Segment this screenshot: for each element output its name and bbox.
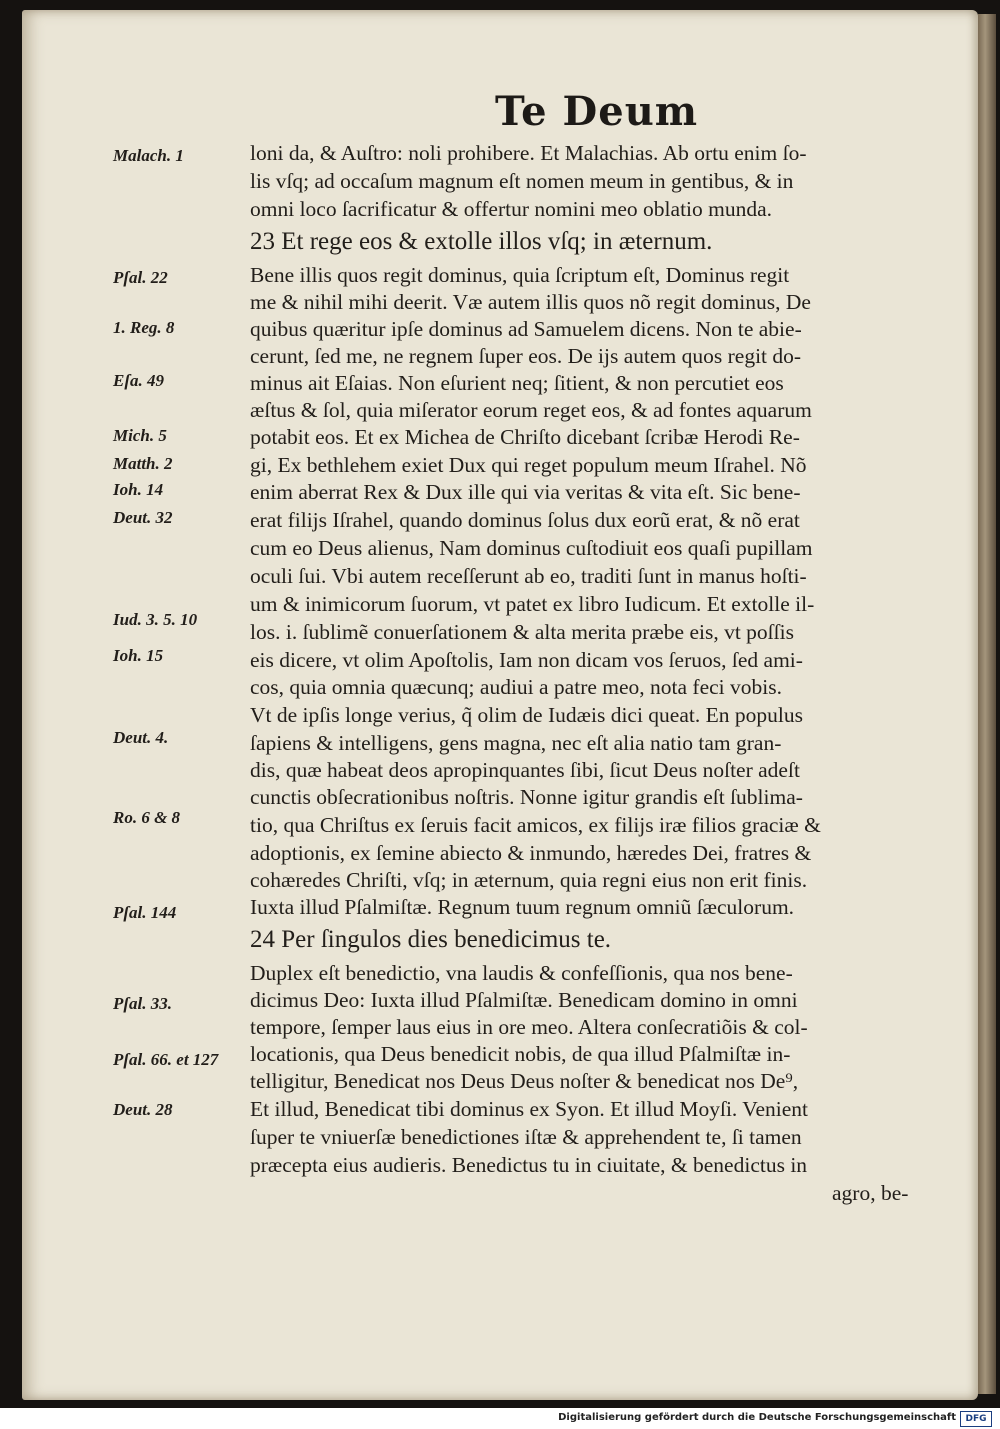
- text-line: potabit eos. Et ex Michea de Chriſto dicebant ſcribæ Herodi Re-: [250, 425, 800, 449]
- margin-note: 1. Reg. 8: [113, 318, 175, 337]
- text-line: enim aberrat Rex & Dux ille qui via veritas & vita eſt. Sic bene-: [250, 480, 801, 504]
- catchword: agro, be-: [832, 1181, 909, 1205]
- text-line: oculi ſui. Vbi autem receſſerunt ab eo, traditi ſunt in manus hoſti-: [250, 564, 807, 588]
- page-edge: [978, 14, 996, 1394]
- text-line: me & nihil mihi deerit. Væ autem illis quos nõ regit dominus, De: [250, 290, 811, 314]
- text-line: um & inimicorum ſuorum, vt patet ex libro Iudicum. Et extolle il-: [250, 592, 815, 616]
- text-line: adoptionis, ex ſemine abiecto & inmundo, hæredes Dei, fratres &: [250, 841, 812, 865]
- margin-note: Pſal. 22: [113, 268, 168, 287]
- text-line: Bene illis quos regit dominus, quia ſcriptum eſt, Dominus regit: [250, 263, 790, 287]
- margin-note: Ro. 6 & 8: [113, 808, 181, 827]
- footer-bar: [0, 1408, 1000, 1429]
- text-line: telligitur, Benedicat nos Deus Deus noſter & benedicat nos De⁹,: [250, 1069, 799, 1093]
- text-line: locationis, qua Deus benedicit nobis, de qua illud Pſalmiſtæ in-: [250, 1042, 791, 1066]
- margin-note: Pſal. 144: [113, 903, 177, 922]
- running-header: Te Deum: [495, 88, 699, 135]
- text-line: ſuper te vniuerſæ benedictiones iſtæ & apprehendent te, ſi tamen: [250, 1125, 802, 1149]
- text-line: lis vſq; ad occaſum magnum eſt nomen meum in gentibus, & in: [250, 169, 794, 193]
- text-line: tio, qua Chriſtus ex ſeruis facit amicos, ex filijs iræ filios graciæ &: [250, 813, 821, 837]
- text-line: eis dicere, vt olim Apoſtolis, Iam non dicam vos ſeruos, ſed ami-: [250, 648, 803, 672]
- dfg-logo: DFG: [960, 1411, 992, 1427]
- text-line: loni da, & Auſtro: noli prohibere. Et Malachias. Ab ortu enim ſo-: [250, 141, 807, 165]
- text-line: ſapiens & intelligens, gens magna, nec eſt alia natio tam gran-: [250, 731, 782, 755]
- text-line: quibus quæritur ipſe dominus ad Samuelem dicens. Non te abie-: [250, 317, 802, 341]
- margin-note: Eſa. 49: [113, 371, 164, 390]
- margin-note: Deut. 28: [113, 1100, 173, 1119]
- funding-notice: Digitalisierung gefördert durch die Deutsche Forschungsgemeinschaft: [558, 1412, 956, 1423]
- margin-note: Malach. 1: [113, 146, 184, 165]
- margin-note: Ioh. 15: [113, 646, 164, 665]
- text-line: cos, quia omnia quæcunq; audiui a patre meo, nota feci vobis.: [250, 675, 782, 699]
- margin-note: Iud. 3. 5. 10: [113, 610, 198, 629]
- verse-heading-24: 24 Per ſingulos dies benedicimus te.: [250, 926, 612, 953]
- text-line: cunctis obſecrationibus noſtris. Nonne igitur grandis eſt ſublima-: [250, 785, 803, 809]
- text-line: los. i. ſublimẽ conuerſationem & alta merita præbe eis, vt poſſis: [250, 620, 794, 644]
- text-line: omni loco ſacrificatur & offertur nomini meo oblatio munda.: [250, 197, 773, 221]
- margin-note: Deut. 32: [113, 508, 173, 527]
- text-line: cohæredes Chriſti, vſq; in æternum, quia regni eius non erit finis.: [250, 868, 808, 892]
- text-line: dicimus Deo: Iuxta illud Pſalmiſtæ. Benedicam domino in omni: [250, 988, 798, 1012]
- text-line: cum eo Deus alienus, Nam dominus cuſtodiuit eos quaſi pupillam: [250, 536, 813, 560]
- margin-note: Pſal. 33.: [113, 994, 173, 1013]
- text-line: Iuxta illud Pſalmiſtæ. Regnum tuum regnum omniũ ſæculorum.: [250, 895, 795, 919]
- text-line: Et illud, Benedicat tibi dominus ex Syon. Et illud Moyſi. Venient: [250, 1097, 808, 1121]
- margin-note: Matth. 2: [113, 454, 173, 473]
- text-line: Duplex eſt benedictio, vna laudis & confeſſionis, qua nos bene-: [250, 961, 793, 985]
- text-line: præcepta eius audieris. Benedictus tu in ciuitate, & benedictus in: [250, 1153, 808, 1177]
- text-line: Vt de ipſis longe verius, q̃ olim de Iudæis dici queat. En populus: [250, 703, 803, 727]
- text-line: tempore, ſemper laus eius in ore meo. Altera conſecratiõis & col-: [250, 1015, 808, 1039]
- text-line: cerunt, ſed me, ne regnem ſuper eos. De ijs autem quos regit do-: [250, 344, 802, 368]
- text-line: minus ait Eſaias. Non eſurient neq; ſitient, & non percutiet eos: [250, 371, 784, 395]
- text-line: gi, Ex bethlehem exiet Dux qui reget populum meum Iſrahel. Nõ: [250, 453, 807, 477]
- text-line: dis, quæ habeat deos apropinquantes ſibi, ſicut Deus noſter adeſt: [250, 758, 800, 782]
- margin-note: Ioh. 14: [113, 480, 164, 499]
- text-line: æſtus & ſol, quia miſerator eorum reget eos, & ad fontes aquarum: [250, 398, 812, 422]
- verse-heading-23: 23 Et rege eos & extolle illos vſq; in æternum.: [250, 228, 713, 255]
- margin-note: Mich. 5: [113, 426, 167, 445]
- margin-note: Pſal. 66. et 127: [113, 1050, 219, 1069]
- text-line: erat filijs Iſrahel, quando dominus ſolus dux eorũ erat, & nõ erat: [250, 508, 800, 532]
- margin-note: Deut. 4.: [113, 728, 169, 747]
